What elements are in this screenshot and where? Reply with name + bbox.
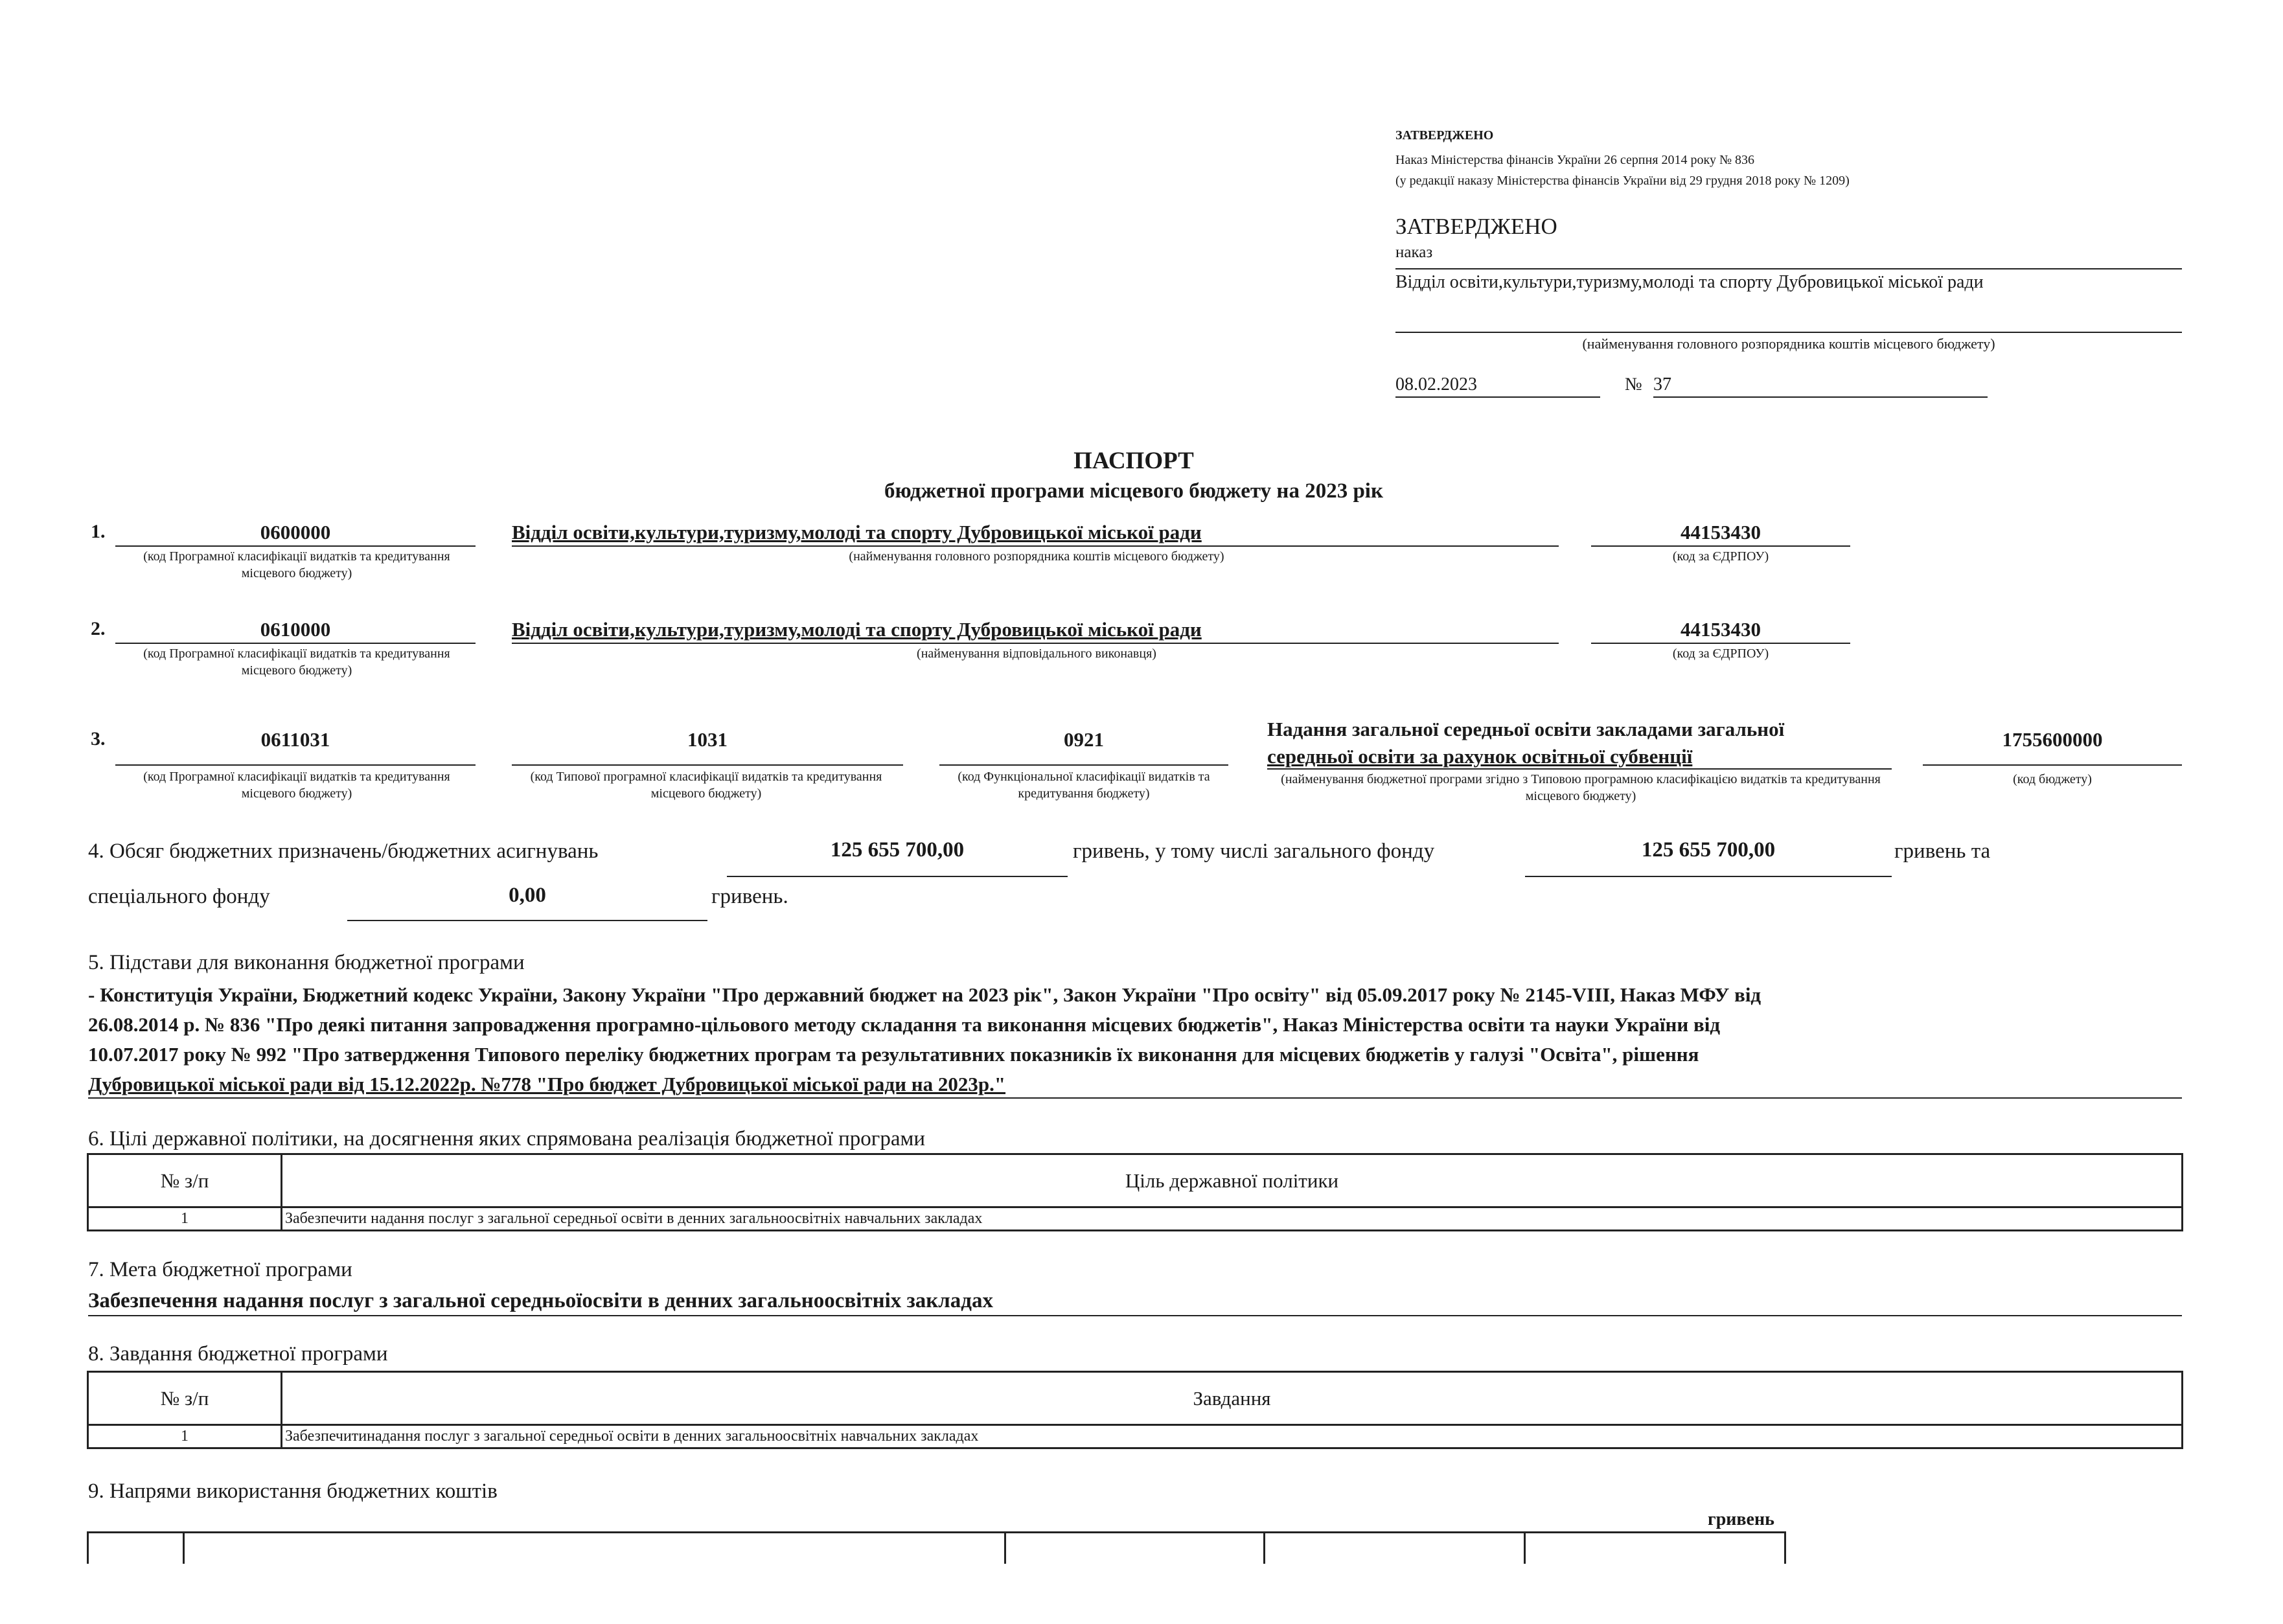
section7-text: Забезпечення надання послуг з загальної середньоїосвіти в денних загальноосвітніх закладах xyxy=(88,1289,2182,1316)
section6-col-goal: Ціль державної політики xyxy=(282,1154,2183,1207)
section4-mid-text: гривень, у тому числі загального фонду xyxy=(1073,840,1435,863)
section9-unit: гривень xyxy=(1708,1509,1774,1529)
section4-general-fund: 125 655 700,00 xyxy=(1525,838,1892,877)
row3-functional-caption: (код Функціональної класифікації видатків та кредитування бюджету) xyxy=(958,770,1210,801)
approval-order-word: наказ xyxy=(1395,244,2182,269)
row3-functional-code: 0921 xyxy=(939,728,1228,766)
page-title: ПАСПОРТ xyxy=(1073,448,1194,474)
section6-table xyxy=(87,1153,2183,1231)
section4-special-fund: 0,00 xyxy=(347,884,707,921)
section6-row1-text: Забезпечити надання послуг з загальної середньої освіти в денних загальноосвітніх навчальних закладах xyxy=(282,1207,2183,1231)
page-subtitle: бюджетної програми місцевого бюджету на 2023 рік xyxy=(884,479,1383,503)
section4-currency-end: гривень. xyxy=(711,885,788,908)
row1-name-caption: (найменування головного розпорядника коштів місцевого бюджету) xyxy=(849,549,1224,564)
row3-code: 0611031 xyxy=(115,728,476,766)
section9-heading: 9. Напрями використання бюджетних коштів xyxy=(88,1480,498,1503)
section8-row1-text: Забезпечитинадання послуг з загальної середньої освіти в денних загальноосвітніх навчальних закладах xyxy=(282,1425,2183,1448)
row1-name: Відділ освіти,культури,туризму,молоді та спорту Дубровицької міської ради xyxy=(512,521,1559,547)
row2-code-caption: (код Програмної класифікації видатків та кредитування місцевого бюджету) xyxy=(143,646,450,678)
approval-date: 08.02.2023 xyxy=(1395,374,1600,398)
row2-number: 2. xyxy=(91,618,106,639)
row3-program-name-caption: (найменування бюджетної програми згідно з Типовою програмною класифікацією видатків та кредитування місцевого бюджету) xyxy=(1281,772,1881,803)
table-row xyxy=(88,1425,2183,1448)
row2-edrpou-caption: (код за ЄДРПОУ) xyxy=(1672,646,1769,661)
section8-heading: 8. Завдання бюджетної програми xyxy=(88,1342,388,1366)
section4-label: 4. Обсяг бюджетних призначень/бюджетних асигнувань xyxy=(88,840,599,863)
section9-col-line xyxy=(1524,1531,1526,1564)
row1-code-caption: (код Програмної класифікації видатків та кредитування місцевого бюджету) xyxy=(143,549,450,580)
row3-number: 3. xyxy=(91,728,106,749)
row1-edrpou-caption: (код за ЄДРПОУ) xyxy=(1672,549,1769,564)
approval-number: 37 xyxy=(1653,374,1988,398)
section5-line-4: Дубровицької міської ради від 15.12.2022р. №778 "Про бюджет Дубровицької міської ради на 2023р." xyxy=(88,1073,2182,1099)
row2-edrpou: 44153430 xyxy=(1591,618,1850,644)
section5-line-3: 10.07.2017 року № 992 "Про затвердження Типового переліку бюджетних програм та результативних показників їх виконання для місцевих бюджетів у галузі "Освіта", рішення xyxy=(88,1043,1699,1066)
section9-col-line xyxy=(87,1531,89,1564)
section9-table-top xyxy=(87,1531,1785,1533)
section5-line-2: 26.08.2014 р. № 836 "Про деякі питання запровадження програмно-цільового методу складання та виконання місцевих бюджетів", Наказ Міністерства освіти та науки України від xyxy=(88,1013,1721,1036)
section9-col-line xyxy=(1263,1531,1265,1564)
row3-program-name-line2: середньої освіти за рахунок освітньої субвенції xyxy=(1267,745,1892,770)
row2-code: 0610000 xyxy=(115,618,476,644)
row1-edrpou: 44153430 xyxy=(1591,521,1850,547)
row3-program-name-line1: Надання загальної середньої освіти закладами загальної xyxy=(1267,718,1785,740)
approval-department: Відділ освіти,культури,туризму,молоді та спорту Дубровицької міської ради xyxy=(1395,272,2182,333)
approval-header-small: ЗАТВЕРДЖЕНО xyxy=(1395,128,1494,143)
section9-col-line xyxy=(1004,1531,1006,1564)
section6-row1-num: 1 xyxy=(88,1207,282,1231)
section8-col-task: Завдання xyxy=(282,1372,2183,1425)
row3-code-caption: (код Програмної класифікації видатків та кредитування місцевого бюджету) xyxy=(143,770,450,801)
row3-typical-code: 1031 xyxy=(512,728,903,766)
row3-typical-caption: (код Типової програмної класифікації видатків та кредитування місцевого бюджету) xyxy=(530,770,882,801)
section5-line-1: - Конституція України, Бюджетний кодекс України, Закону України "Про державний бюджет на 2023 рік", Закон України "Про освіту" від 05.09.2017 року № 2145-VIII, Наказ МФУ від xyxy=(88,983,1761,1006)
section8-col-num: № з/п xyxy=(88,1372,282,1425)
section9-col-line xyxy=(1784,1531,1786,1564)
section5-heading: 5. Підстави для виконання бюджетної програми xyxy=(88,951,525,974)
section8-row1-num: 1 xyxy=(88,1425,282,1448)
section6-col-num: № з/п xyxy=(88,1154,282,1207)
section8-table xyxy=(87,1371,2183,1449)
row2-name: Відділ освіти,культури,туризму,молоді та спорту Дубровицької міської ради xyxy=(512,618,1559,644)
row3-budget-code: 1755600000 xyxy=(1923,728,2182,766)
approval-edition-line: (у редакції наказу Міністерства фінансів України від 29 грудня 2018 року № 1209) xyxy=(1395,174,1850,188)
row1-code: 0600000 xyxy=(115,521,476,547)
approval-department-caption: (найменування головного розпорядника коштів місцевого бюджету) xyxy=(1582,336,1995,352)
section4-end-text: гривень та xyxy=(1894,840,1991,863)
row1-number: 1. xyxy=(91,521,106,542)
section7-heading: 7. Мета бюджетної програми xyxy=(88,1258,352,1281)
section4-total: 125 655 700,00 xyxy=(727,838,1068,877)
section9-col-line xyxy=(183,1531,185,1564)
approval-number-label: № xyxy=(1625,374,1642,395)
row3-budget-caption: (код бюджету) xyxy=(2013,772,2092,786)
approval-title: ЗАТВЕРДЖЕНО xyxy=(1395,214,1557,239)
section4-special-label: спеціального фонду xyxy=(88,885,270,908)
approval-order-line: Наказ Міністерства фінансів України 26 серпня 2014 року № 836 xyxy=(1395,153,1755,167)
table-row xyxy=(88,1207,2183,1231)
section6-heading: 6. Цілі державної політики, на досягнення яких спрямована реалізація бюджетної програми xyxy=(88,1127,926,1150)
row2-name-caption: (найменування відповідального виконавця) xyxy=(917,646,1156,661)
